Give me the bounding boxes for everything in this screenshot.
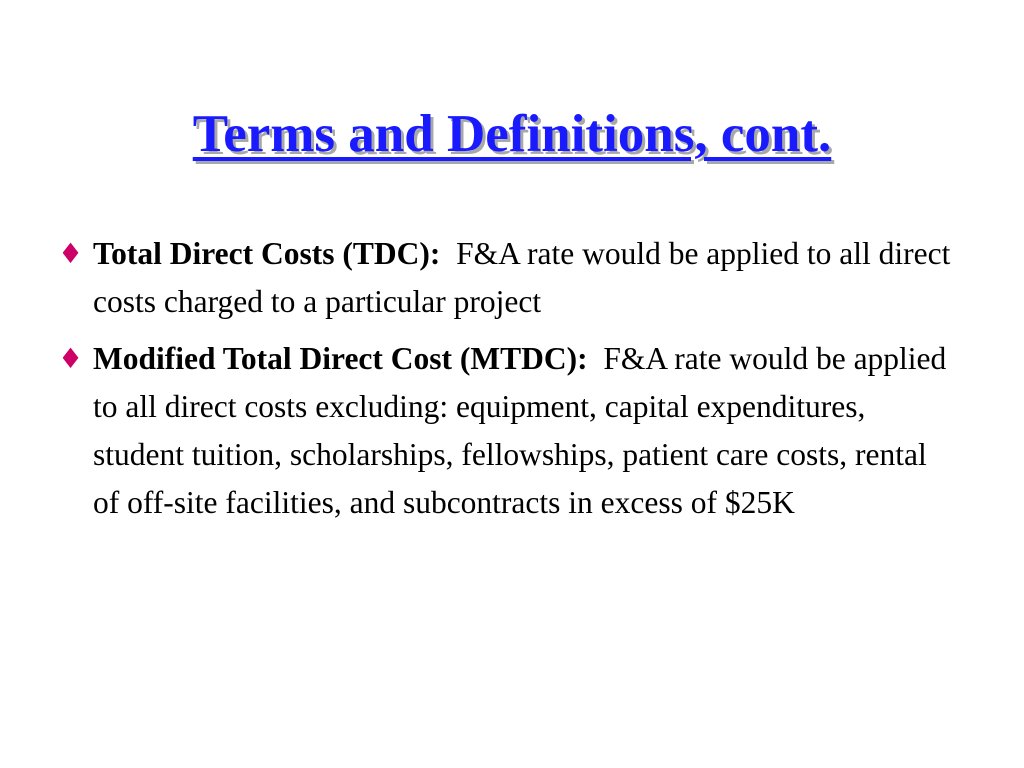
diamond-bullet-icon: ♦ [58, 342, 84, 375]
slide-title: Terms and Definitions, cont. [192, 105, 832, 163]
term-label: Modified Total Direct Cost (MTDC): [93, 341, 588, 376]
diamond-bullet-icon: ♦ [58, 237, 84, 270]
term-label: Total Direct Costs (TDC): [93, 236, 441, 271]
definition-item-mtdc [58, 335, 958, 527]
term-definition: F&A rate would be applied to all direct costs charged to a particular project [93, 236, 951, 319]
definition-list [58, 230, 958, 536]
term-definition: F&A rate would be applied to all direct costs excluding: equipment, capital expenditures, student tuition, scholarships, fellowships, patient care costs, rental of off-site facilities, and subcontracts in excess of $25K [93, 341, 947, 520]
definition-item-tdc [58, 230, 958, 326]
